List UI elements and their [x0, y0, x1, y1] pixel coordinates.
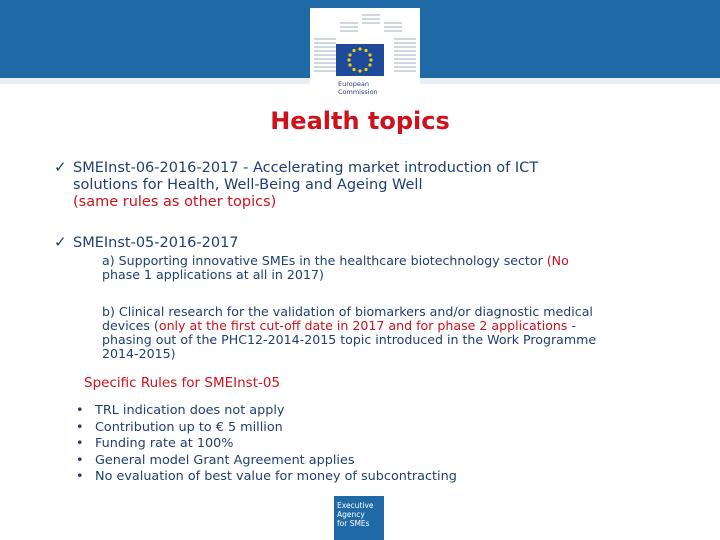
bullet-icon: •: [76, 419, 84, 435]
logo-text-european: European: [338, 80, 369, 88]
topic2-b-line3: phasing out of the PHC12-2014-2015 topic introduced in the Work Programme: [102, 332, 597, 347]
rule-text: Contribution up to € 5 million: [95, 419, 283, 435]
bullet-icon: •: [76, 469, 84, 485]
list-item: [76, 469, 457, 486]
topic2-b-note: only at the first cut-off date in 2017 and for phase 2 applications: [158, 318, 568, 333]
topic1-line2: solutions for Health, Well-Being and Ageing Well: [73, 177, 423, 193]
list-item: [76, 420, 457, 437]
footer-logo-line3: for SMEs: [337, 519, 370, 528]
logo-text-commission: Commission: [338, 88, 378, 96]
page-title: Health topics: [270, 107, 450, 135]
bullet-icon: •: [76, 452, 84, 468]
rule-text: General model Grant Agreement applies: [95, 452, 355, 468]
topic2-b-line4: 2014-2015): [102, 346, 176, 361]
checkmark-icon: ✓: [54, 158, 67, 176]
bullet-icon: •: [76, 436, 84, 452]
easme-logo: [334, 496, 384, 540]
topic2-a-note-start: (No: [546, 253, 569, 268]
list-item: [76, 436, 457, 453]
topic2-title: SMEInst-05-2016-2017: [73, 235, 239, 251]
topic2-a-line1: [102, 253, 569, 268]
topic1-note: (same rules as other topics): [73, 194, 277, 210]
rule-text: TRL indication does not apply: [95, 403, 285, 418]
topic2-b-line2: [102, 318, 576, 333]
topic2-a-line2: phase 1 applications at all in 2017): [102, 267, 324, 282]
rules-heading: Specific Rules for SMEInst-05: [84, 375, 281, 391]
topic2-b-dash: -: [567, 318, 577, 333]
topic1-line1: SMEInst-06-2016-2017 - Accelerating market introduction of ICT: [73, 160, 539, 176]
rule-text: Funding rate at 100%: [95, 436, 234, 452]
list-item: [76, 403, 457, 420]
rule-text: No evaluation of best value for money of subcontracting: [95, 469, 457, 485]
topic2-b-text-start: devices (: [102, 318, 159, 333]
footer-logo-line2: Agency: [337, 510, 365, 519]
rules-list: [76, 403, 457, 486]
topic2-a-text: a) Supporting innovative SMEs in the healthcare biotechnology sector: [102, 253, 547, 268]
topic2-b-line1: b) Clinical research for the validation of biomarkers and/or diagnostic medical: [102, 304, 593, 319]
checkmark-icon: ✓: [54, 233, 67, 251]
list-item: [76, 453, 457, 470]
footer-logo-line1: Executive: [337, 501, 374, 510]
european-commission-logo: [310, 8, 420, 100]
bullet-icon: •: [76, 403, 84, 418]
